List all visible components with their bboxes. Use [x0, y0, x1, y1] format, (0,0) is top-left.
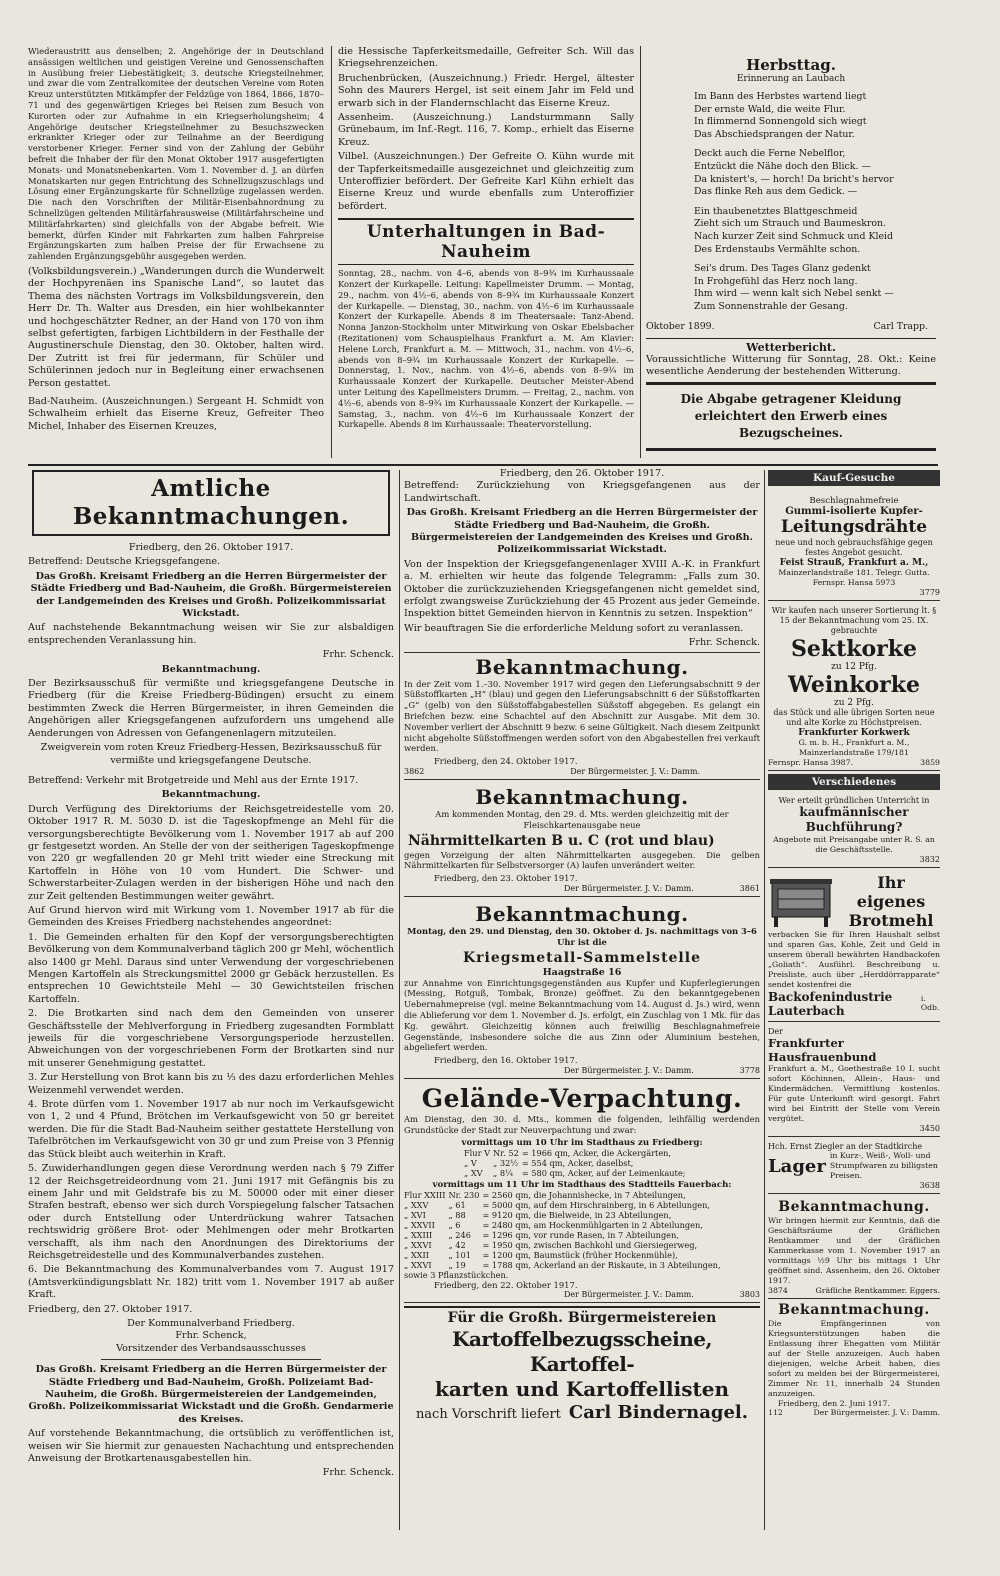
metal-collection-intro: Montag, den 29. und Dienstag, den 30. Oktober d. Js. nachmittags von 3–6 Uhr ist die: [407, 926, 757, 947]
land-lease-cell: „ 42: [448, 1239, 466, 1250]
bread-oven-text: verbacken Sie für Ihren Haushalt selbst und sparen Gas, Kohle, Zeit und Geld in unserem überall bewährten Handbackofen „Goliath“. Ausführl. Beschreibung u. Preisliste, auch über „Herddörrapparate“ sendet kostenfrei die: [768, 930, 940, 989]
bookkeeping-ad-text: Wer erteilt gründlichen Unterricht in: [778, 796, 930, 805]
land-lease-cell: „ XVI: [404, 1209, 426, 1220]
metal-collection-signature: Der Bürgermeister. J. V.: Damm.: [564, 1066, 694, 1076]
award-vilbel: Vilbel. (Auszeichnungen.) Der Gefreite O. Kühn wurde mit der Tapferkeitsmedaille ausgezeichnet und gleichzeitig zum Unteroffizier befördert. Der Gefreite Karl Kühn erhielt das Eiserne Kreuz und wurde ebenfalls zum Unteroffizier befördert.: [338, 151, 634, 212]
land-lease-cell: Flur XXIII: [404, 1189, 446, 1200]
ad-number: 3832: [919, 855, 940, 864]
ad-number: 3861: [739, 884, 760, 894]
notice-date: Friedberg, den 26. Oktober 1917.: [128, 542, 294, 553]
poem-stanza: [694, 91, 936, 141]
top-middle-column: [338, 46, 634, 464]
notice-heading: Bekanntmachung.: [161, 789, 261, 801]
land-lease-session-1: vormittags um 10 Uhr im Stadthaus zu Friedberg:: [461, 1137, 703, 1148]
notice-subject: Betreffend: Deutsche Kriegsgefangene.: [28, 556, 221, 568]
land-lease-row: [404, 1200, 724, 1210]
war-support-footer: [768, 1408, 940, 1417]
potato-forms-printer: Carl Bindernagel.: [568, 1402, 749, 1424]
notice-signature: Frhr. Schenck.: [322, 1467, 394, 1479]
land-lease-cell: „ 8¼: [493, 1167, 514, 1178]
ad-number: 3862: [404, 767, 425, 777]
poem-footer: [646, 321, 936, 332]
textile-store-firm: Hch. Ernst Ziegler an der Stadtkirche: [768, 1142, 923, 1151]
rentkammer-signature: Gräfliche Rentkammer. Eggers.: [815, 1286, 940, 1295]
weather-text: Voraussichtliche Witterung für Sonntag, 28. Okt.: Keine wesentliche Aenderung der bestehenden Witterung.: [646, 353, 936, 377]
poem-line: Da knistert's, — horch! Da bricht's hervor: [694, 173, 894, 185]
land-lease-table-1: [464, 1148, 688, 1178]
poem-line: Das Abschiedsprangen der Natur.: [694, 128, 855, 140]
poem-stanza: [694, 263, 936, 313]
rentkammer-notice: [768, 1197, 940, 1299]
poem-line: Das flinke Reh aus dem Gedick. —: [694, 186, 858, 198]
rentkammer-title: Bekanntmachung.: [778, 1199, 930, 1215]
notice-signature: Vorsitzender des Verbandsausschusses: [116, 1342, 306, 1354]
land-lease-row: [404, 1220, 724, 1230]
section-divider: [28, 464, 938, 466]
cork-purchase-ad: [768, 604, 940, 771]
clothing-banner-text: Die Abgabe getragener Kleidung erleichtert den Erwerb eines Bezugscheines.: [680, 392, 902, 441]
ads-column: [768, 470, 940, 1534]
ad-number: 3859: [920, 758, 940, 767]
column-rule: [640, 46, 641, 458]
award-bruchenbruecken: Bruchenbrücken, (Auszeichnung.) Friedr. Hergel, ältester Sohn des Maurers Hergel, ist seit einem Jahr im Feld und erwarb sich in der Flandernschlacht das Eiserne Kreuz.: [338, 72, 634, 109]
weather-title: Wetterbericht.: [746, 340, 836, 354]
official-notices-column: [28, 470, 394, 1532]
wire-purchase-ad: [768, 494, 940, 601]
poem-subtitle: Erinnerung an Laubach: [736, 74, 846, 84]
housewives-ad-line: Der: [768, 1027, 783, 1036]
notice-signature: Der Kommunalverband Friedberg.: [127, 1317, 295, 1329]
divider: [101, 1359, 321, 1360]
sweetener-notice: [404, 652, 760, 780]
land-lease-cell: „ XXVI: [404, 1259, 432, 1270]
land-lease-cell: „ XV: [464, 1167, 483, 1178]
notice-text: Der Bezirksausschuß für vermißte und kriegsgefangene Deutsche in Friedberg (für die Kreise Friedberg-Büdingen) ersucht zu einem bestimmten Zweck die Herren Bürgermeister, in ihren Gemeinden die Angehörigen aller Kriegsgefangenen aufzufordern uns umgehend alle Aenderungen von Adressen von Gefangenenlagern mitzuteilen.: [28, 678, 394, 739]
metal-collection-place: Haagstraße 16: [542, 966, 622, 978]
bread-oven-footer: [768, 990, 940, 1018]
miscellaneous-header: Verschiedenes: [768, 774, 940, 790]
notice-item: 4. Brote dürfen vom 1. November 1917 ab nur noch im Verkaufsgewicht von 1, 2 und 4 Pfund, Brötchen im Verkaufsgewicht von 50 gr bereitet werden. Die für die Stadt Bad-Nauheim seither gestattete Herstellung von Tafelbrötchen im Verkaufsgewicht von 30 gr und zum Preise von 3 Pfennig das Stück bleibt auch weiterhin in Kraft.: [28, 1099, 394, 1160]
potato-forms-text: nach Vorschrift liefert: [415, 1407, 561, 1423]
cork-ad-text: Wir kaufen nach unserer Sortierung lt. § 15 der Bekanntmachung vom 25. IX. gebrauchte: [771, 606, 937, 635]
land-lease-row: [464, 1168, 688, 1178]
textile-store-ad: [768, 1140, 940, 1194]
cork-ad-firm: Frankfurter Korkwerk: [798, 728, 910, 738]
ad-number: 112: [768, 1408, 783, 1417]
land-lease-cell: = 1200 qm, Baumstück (früher Hockenmühle),: [482, 1249, 678, 1260]
notice-text: Auf Grund hiervon wird mit Wirkung vom 1. November 1917 ab für die Gemeinden des Kreises Friedberg nachstehendes angeordnet:: [28, 904, 394, 929]
cork-ad-headline: Sektkorke: [790, 636, 918, 662]
top-right-column: [646, 46, 936, 464]
official-notices-header: [32, 470, 390, 536]
poem-line: Zum Sonnenstrahle der Gesang.: [694, 300, 848, 312]
notice-item: 6. Die Bekanntmachung des Kommunalverbandes vom 7. August 1917 (Amtsverkündigungsblatt Nr. 182) tritt vom 1. November 1917 ab außer Kraft.: [28, 1264, 394, 1301]
ad-number: 3778: [739, 1066, 760, 1076]
notice-signature: Frhr. Schenck,: [175, 1330, 247, 1342]
land-lease-cell: = 580 qm, Acker, auf der Leimenkaute;: [521, 1167, 686, 1178]
land-lease-cell: „ 19: [448, 1259, 466, 1270]
bookkeeping-ad-tail: Angebote mit Preisangabe unter R. S. an die Geschäftsstelle.: [773, 835, 935, 854]
land-lease-cell: = 5000 qm, auf dem Hirschrainberg, in 6 Abteilungen,: [482, 1199, 711, 1210]
poem-line: In flimmernd Sonnengold sich wiegt: [694, 116, 867, 128]
land-lease-cell: = 9120 qm, die Bielweide, in 23 Abteilungen,: [482, 1209, 672, 1220]
weather-block: [646, 338, 936, 379]
bread-oven-top: [768, 873, 940, 930]
purchase-wanted-header: Kauf-Gesuche: [768, 470, 940, 486]
notice-signature: Frhr. Schenck.: [688, 637, 760, 649]
land-lease-cell: „ 88: [448, 1209, 466, 1220]
potato-forms-line-1: Kartoffelbezugsscheine, Kartoffel-: [452, 1327, 712, 1377]
food-cards-title: Bekanntmachung.: [475, 785, 689, 810]
ad-number: 3779: [919, 588, 940, 597]
bread-oven-headline: Brotmehl: [848, 911, 934, 930]
notice-signature: Zweigverein vom roten Kreuz Friedberg-Hessen, Bezirksausschuß für vermißte und kriegsgefangene Deutsche.: [40, 742, 382, 766]
notice-item: 1. Die Gemeinden erhalten für den Kopf der versorgungsberechtigten Bevölkerung von dem Kommunalverband täglich 200 gr Mehl, wöchentlich also 1400 gr Mehl. Daraus sind unter Verwendung der vorgeschriebenen Mengen Kartoffeln als Streckungsmittel 2000 gr Gebäck herzustellen. Es entsprechen 10 Gewichtsteile Mehl — 30 Gewichtsteilen frischen Kartoffeln.: [28, 931, 394, 1005]
land-lease-table-2: [404, 1190, 724, 1270]
notice-heading: Bekanntmachung.: [161, 663, 261, 675]
textile-store-headline: Lager: [768, 1155, 826, 1177]
textile-store-text: in Kurz-, Weiß-, Woll- und Strumpfwaren zu billigsten Preisen.: [829, 1151, 938, 1180]
notice-text: Durch Verfügung des Direktoriums der Reichsgetreidestelle vom 20. Oktober 1917 R. M. 5030 D. ist die Tageskopfmenge an Mehl für die versorgungsberechtigte Bevölkerung vom 1. November 1917 ab auf 200 gr festgesetzt worden. An Stelle der von der seitherigen Tageskopfmenge von 220 gr wegfallenden 20 gr Mehl tritt wieder eine Streckung mit Kartoffeln in Höhe von 10 vom Hundert. Die Schwer- und Schwerstarbeiter-Zulagen werden in der bisherigen Höhe und nach den zur Zeit geltenden Bestimmungen weiter gewährt.: [28, 803, 394, 902]
poem-line: Ein thaubenetztes Blattgeschmeid: [694, 205, 858, 217]
poem-line: Im Bann des Herbstes wartend liegt: [694, 91, 867, 102]
land-lease-cell: = 1966 qm, Acker, die Ackergärten,: [521, 1147, 672, 1158]
land-lease-cell: = 1296 qm, vor runde Rasen, in 7 Abteilungen,: [482, 1229, 679, 1240]
poem-title: Herbsttag.: [746, 56, 836, 74]
housewives-ad-text: Frankfurt a. M., Goethestraße 10 I. sucht sofort Köchinnen, Allein-, Haus- und Kindermädchen. Vermittlung kostenlos. Für gute Unterkunft wird gesorgt. Fahrt wird bei Eintritt der Stelle vom Verein vergütet.: [768, 1064, 940, 1123]
wire-ad-line: Beschlagnahmefreie: [809, 496, 899, 506]
top-left-column: [28, 46, 324, 464]
metal-collection-date: Friedberg, den 16. Oktober 1917.: [434, 1055, 578, 1066]
land-lease-cell: Flur V: [464, 1147, 491, 1158]
bread-oven-place: i. Odb.: [920, 994, 940, 1012]
notice-text: Auf vorstehende Bekanntmachung, die ortsüblich zu veröffentlichen ist, weisen wir Sie hiermit zur genauesten Nachachtung und entsprechenden Anweisung der Brotkartenausgabestellen hin.: [28, 1428, 394, 1465]
sweetener-signature: Der Bürgermeister. J. V.: Damm.: [570, 767, 700, 777]
metal-collection-title: Bekanntmachung.: [475, 902, 689, 927]
notice-date: Friedberg, den 27. Oktober 1917.: [28, 1303, 193, 1315]
land-lease-date: Friedberg, den 22. Oktober 1917.: [434, 1279, 578, 1290]
poem-line: Nach kurzer Zeit sind Schmuck und Kleid: [694, 230, 894, 242]
land-lease-row: [464, 1148, 688, 1158]
land-lease-notice: [404, 1082, 760, 1303]
land-lease-cell: = 1950 qm, zwischen Bachkohl und Giersiegerweg,: [482, 1239, 698, 1250]
cork-ad-text: das Stück und alle übrigen Sorten neue und alte Korke zu Höchstpreisen.: [773, 708, 935, 727]
war-support-title: Bekanntmachung.: [778, 1302, 930, 1318]
land-lease-row: [404, 1250, 724, 1260]
notice-subject: Betreffend: Verkehr mit Brotgetreide und Mehl aus der Ernte 1917.: [28, 774, 359, 786]
war-support-text: Die Empfängerinnen von Kriegsunterstützungen haben die Entlassung ihrer Ehegatten vom Militär auf der Stelle anzuzeigen. Auch haben diejenigen, welche Arbeit haben, dies sofort zu melden bei der Bürgermeisterei, Zimmer Nr. 11, innerhalb 24 Stunden anzuzeigen.: [768, 1319, 940, 1398]
column-rule: [399, 470, 400, 1530]
wire-ad-firm: Feist Strauß, Frankfurt a. M.,: [779, 558, 929, 568]
bookkeeping-ad-headline: kaufmännischer Buchführung?: [799, 805, 909, 834]
sweetener-date: Friedberg, den 24. Oktober 1917.: [434, 756, 578, 767]
bookkeeping-ad: [768, 794, 940, 868]
column-rule: [764, 470, 765, 1530]
notice-item: 3. Zur Herstellung von Brot kann bis zu ⅓ des dazu erforderlichen Mehles Weizenmehl verwendet werden.: [28, 1072, 394, 1096]
land-lease-cell: „ XXIII: [404, 1229, 433, 1240]
award-assenheim: Assenheim. (Auszeichnung.) Landsturmmann Sally Grünebaum, im Inf.-Regt. 116, 7. Komp., erhielt das Eiserne Kreuz.: [338, 112, 634, 148]
wire-ad-headline: Leitungsdrähte: [780, 517, 928, 537]
land-lease-row: [404, 1240, 724, 1250]
land-lease-extra: sowie 3 Pflanzstückchen.: [404, 1269, 509, 1280]
notice-address: Das Großh. Kreisamt Friedberg an die Herren Bürgermeister der Städte Friedberg und Bad-Nauheim, die Großh. Bürgermeistereien der Landgemeinden des Kreises und Großh. Polizeikommissariat Wickstadt.: [30, 570, 392, 620]
poem-stanzas: [646, 91, 936, 314]
cork-ad-headline: Weinkorke: [787, 672, 920, 698]
poem-stanza: [694, 148, 936, 198]
land-lease-cell: „ 6: [448, 1219, 461, 1230]
ad-number: 3638: [919, 1181, 940, 1190]
food-cards-headline: Nährmittelkarten B u. C (rot und blau): [408, 832, 715, 849]
land-lease-signature: Der Bürgermeister. J. V.: Damm.: [564, 1290, 694, 1300]
entertainment-title: Unterhaltungen in Bad-Nauheim: [366, 222, 606, 263]
wire-ad-line: Gummi-isolierte Kupfer-: [785, 506, 923, 517]
sweetener-title: Bekanntmachung.: [475, 654, 689, 679]
poem-line: Des Erdenstaubs Vermählte schon.: [694, 243, 861, 255]
land-lease-cell: = 1788 qm, Ackerland an der Riskaute, in 3 Abteilungen,: [482, 1259, 721, 1270]
land-lease-cell: „ XXVI: [404, 1239, 432, 1250]
war-support-signature: Der Bürgermeister. J. V.: Damm.: [813, 1408, 940, 1417]
ad-number: 3450: [919, 1124, 940, 1133]
cork-ad-address: G. m. b. H., Frankfurt a. M., Mainzerlandstraße 179/181: [798, 738, 910, 757]
land-lease-cell: = 2480 qm, am Hockenmühlgarten in 2 Abteilungen,: [482, 1219, 703, 1230]
awards-article: Bad-Nauheim. (Auszeichnungen.) Sergeant H. Schmidt von Schwalheim erhielt das Eiserne Kreuz, Gefreiter Theo Michel, Inhaber des Eisernen Kreuzes,: [28, 396, 324, 432]
poem-author: Carl Trapp.: [873, 320, 928, 332]
land-lease-cell: Nr. 52: [493, 1147, 519, 1158]
official-notices-title: Amtliche Bekanntmachungen.: [72, 475, 350, 530]
land-lease-cell: = 2560 qm, die Johannishecke, in 7 Abteilungen,: [482, 1189, 686, 1200]
metal-collection-text: zur Annahme von Einrichtungsgegenständen aus Kupfer und Kupferlegierungen (Messing, Rotguß, Tombak, Bronze) geöffnet. Zu den bekanntgegebenen Uebernahmepreise (vgl. meine Bekanntmachung vom 14. August d. Js.) wird, wenn die Ablieferung vor dem 1. November d. Js. erfolgt, ein Zuschlag von 1 Mk. für das Kg. gewährt. Gleichzeitig können auch freiwillig Beschlagnahmefreie Gegenstände, insbesondere solche die aus Zinn oder Aluminium bestehen, abgeliefert werden.: [404, 977, 760, 1053]
poem-line: Deckt auch die Ferne Nebelflor,: [694, 148, 846, 160]
column-rule: [331, 46, 332, 458]
oven-illustration: [768, 873, 838, 929]
poem-line: Ihm wird — wenn kalt sich Nebel senkt —: [694, 288, 894, 300]
notice-text: Von der Inspektion der Kriegsgefangenenlager XVIII A.-K. in Frankfurt a. M. erhielten wir heute das folgende Telegramm: „Falls zum 30. Oktober die zurückzuziehenden Kriegsgefangenen nicht gemeldet sind, erfolgt zwangsweise Zurückziehung der 45 Prozent aus jeder Gemeinde. Inspektion bittet Gemeinden hiervon in Kenntnis zu setzen. Inspektion“: [404, 558, 760, 620]
land-lease-row: [404, 1210, 724, 1220]
land-lease-cell: „ V: [464, 1157, 477, 1168]
wire-ad-address: Mainzerlandstraße 181. Telegr. Gutta. Fernspr. Hansa 5973: [778, 568, 930, 587]
notice-text: Auf nachstehende Bekanntmachung weisen wir Sie zur alsbaldigen entsprechenden Veranlassung hin.: [28, 622, 394, 646]
bread-oven-ad: [768, 871, 940, 1022]
housewives-ad-firm: Frankfurter Hausfrauenbund: [768, 1036, 877, 1064]
middle-notices-column: [404, 468, 760, 1534]
poem-line: Der ernste Wald, die weite Flur.: [694, 103, 846, 115]
metal-collection-notice: [404, 900, 760, 1079]
notice-subject: Betreffend: Zurückziehung von Kriegsgefangenen aus der Landwirtschaft.: [404, 480, 760, 504]
potato-forms-head: Für die Großh. Bürgermeistereien: [447, 1310, 717, 1327]
food-cards-intro: Am kommenden Montag, den 29. d. Mts. werden gleichzeitig mit der Fleischkartenausgabe neue: [435, 809, 729, 830]
entertainment-program: Sonntag, 28., nachm. von 4–6, abends von 8–9¾ im Kurhaussaale Konzert der Kurkapelle. Leitung: Kapellmeister Drumm. — Montag, 29., nachm. von 4½–6, abends von 8–9¾ im Kurhaussaale Konzert der Kurkapelle. — Dienstag, 30., nachm. von 4½–6 im Kurhaussaale Konzert der Kurkapelle. Abends 8 im Theatersaale: Tanz-Abend. Nonna Janzon-Stockholm unter Mitwirkung von Oskar Ebelsbacher (Rezitationen) vom Schauspielhaus Frankfurt a. M. Am Klavier: Helene Lorch, Frankfurt a. M. — Mittwoch, 31., nachm. von 4½–6, abends von 8–9¾ im Kurhaussaale Konzert der Kurkapelle. — Donnerstag, 1. Nov., nachm. von 4½–6, abends von 8–9¾ im Kurhaussaale Konzert der Kurkapelle. Deutscher Meister-Abend unter Leitung des Kapellmeisters Drumm. — Freitag, 2., nachm. von 4½–6, abends von 8–9¾ im Kurhaussaale Konzert der Kurkapelle. — Samstag, 3., nachm. von 4½–6 im Kurhaussaale Konzert der Kurkapelle. Abends 8 im Kurhaussaale: Theatervorstellung.: [338, 268, 634, 430]
potato-forms-footer: [404, 1402, 760, 1423]
notice-item: 5. Zuwiderhandlungen gegen diese Verordnung werden nach § 79 Ziffer 12 der Reichsgetreideordnung vom 21. Juni 1917 mit Gefängnis bis zu einem Jahr und mit Geldstrafe bis zu M. 50000 oder mit einer dieser Strafen bestraft, ebenso wer sich durch Vorspiegelung falscher Tatsachen oder durch Entstellung oder Unterdrückung wahrer Tatsachen rechtswidrig größere Brot- oder Mehlmengen oder mehr Brotkarten verschafft, als ihm nach den Anordnungen des Direktoriums der Reichsgetreidestelle und des Kommunalverbandes zustehen.: [28, 1163, 394, 1261]
land-lease-cell: Nr. 230: [448, 1189, 480, 1200]
notice-address: Das Großh. Kreisamt Friedberg an die Herren Bürgermeister der Städte Friedberg und Bad-Nauheim, die Großh. Bürgermeistereien der Landgemeinden des Kreises und Großh. Polizeikommissariat Wickstadt.: [406, 507, 758, 556]
food-cards-text: gegen Vorzeigung der alten Nährmittelkarten ausgegeben. Die gelben Nährmittelkarten für Selbstversorger (A) laufen unverändert weiter.: [404, 849, 760, 871]
potato-forms-ad: [404, 1306, 760, 1423]
food-cards-date: Friedberg, den 23. Oktober 1917.: [434, 873, 578, 884]
land-lease-row: [404, 1260, 724, 1270]
notice-text: Wir beauftragen Sie die erforderliche Meldung sofort zu veranlassen.: [404, 622, 744, 634]
poem-line: Zieht sich um Strauch und Baumeskron.: [694, 218, 887, 230]
notice-date: Friedberg, den 26. Oktober 1917.: [499, 468, 665, 479]
cork-ad-price: zu 2 Pfg.: [834, 698, 874, 708]
cork-ad-phone: Fernspr. Hansa 3987.: [768, 758, 854, 767]
bread-oven-firm: Backofenindustrie Lauterbach: [768, 990, 893, 1018]
lecture-article: (Volksbildungsverein.) „Wanderungen durch die Wunderwelt der Hochpyrenäen ins Spanische Land“, so lautet das Thema des nächsten Vortrags im Volksbildungsverein, den Herr Dr. Th. Walter aus Dresden, ein hier wohlbekannter und hochgeschätzter Redner, an der Hand von 170 von ihm selbst gefertigten, farbigen Lichtbildern in der Festhalle der Augustinerschule Dienstag, den 30. Oktober, halten wird. Der Zutritt ist frei für jedermann, für Schüler und Schülerinnen jedoch nur in Begleitung einer erwachsenen Person gestattet.: [28, 265, 324, 389]
rentkammer-text: Wir bringen hiermit zur Kenntnis, daß die Geschäftsräume der Gräflichen Rentkammer und der Gräflichen Kammerkasse vom 1. November 1917 an vormittags ½9 Uhr bis mittags 1 Uhr geöffnet sind. Assenheim, den 26. Oktober 1917.: [768, 1216, 940, 1285]
war-support-date: Friedberg, den 2. Juni 1917.: [778, 1399, 891, 1408]
housewives-ad: [768, 1025, 940, 1137]
notice-item: 2. Die Brotkarten sind nach dem den Gemeinden von unserer Geschäftsstelle der Mehlverforgung in Friedberg zugesandten Formblatt jeweils für die vorgeschriebene Versorgungsperiode herzustellen. Abweichungen von der vorgeschriebenen Form der Brotkarten sind nur mit unserer Genehmigung gestattet.: [28, 1008, 394, 1069]
poem-stanza: [694, 206, 936, 256]
metal-collection-headline: Kriegsmetall-Sammelstelle: [463, 949, 701, 966]
wire-ad-text: neue und noch gebrauchsfähige gegen festes Angebot gesucht.: [775, 538, 933, 557]
land-lease-cell: = 554 qm, Acker, daselbst,: [521, 1157, 634, 1168]
sweetener-text: In der Zeit vom 1.–30. November 1917 wird gegen den Lieferungsabschnitt 9 der Süßstoffkarten „H“ (blau) und gegen den Lieferungsabschnitt 6 der Süßstoffkarten „G“ (gelb) von den Süßstoffabgabestellen Süßstoff abgegeben. Es gelangt ein Briefchen bezw. eine Schachtel auf den Abschnitt zur Ausgabe. Mit dem 30. November verliert der Abschnitt 9 bezw. 6 seine Gültigkeit. Nach diesem Zeitpunkt nicht abgeholte Süßstoffmengen werden sofort von den Abgabestellen frei verkauft werden.: [404, 678, 760, 754]
rentkammer-footer: [768, 1286, 940, 1295]
textile-store-row: [768, 1151, 940, 1181]
land-lease-cell: „ XXV: [404, 1199, 429, 1210]
land-lease-intro: Am Dienstag, den 30. d. Mts., kommen die folgenden, leihfällig werdenden Grundstücke der Stadt zur Neuverpachtung und zwar:: [404, 1114, 760, 1135]
cork-ad-price: zu 12 Pfg.: [831, 662, 877, 672]
ad-number: 3803: [739, 1290, 760, 1300]
notice-signature: Frhr. Schenck.: [322, 649, 394, 661]
land-lease-cell: „ 61: [448, 1199, 466, 1210]
land-lease-row: [464, 1158, 688, 1168]
clothing-banner: [646, 382, 936, 451]
metal-collection-footer: [404, 1066, 760, 1075]
sweetener-footer: [404, 767, 760, 776]
notice-address: Das Großh. Kreisamt Friedberg an die Herren Bürgermeister der Städte Friedberg und Bad-Nauheim, Großh. Polizeiamt Bad-Nauheim, die Großh. Bürgermeistereien der Landgemeinden, Großh. Polizeikommissariat Wickstadt und die Großh. Gendarmerie des Kreises.: [28, 1364, 394, 1425]
awards-continued: die Hessische Tapferkeitsmedaille, Gefreiter Sch. Will das Kriegsehrenzeichen.: [338, 46, 634, 70]
poem-line: Entzückt die Nähe doch den Blick. —: [694, 160, 871, 172]
food-cards-footer: [404, 884, 760, 893]
land-lease-cell: „ XXII: [404, 1249, 429, 1260]
war-support-notice: [768, 1302, 940, 1417]
cork-ad-footer: [768, 758, 940, 767]
food-cards-signature: Der Bürgermeister. J. V.: Damm.: [564, 884, 694, 894]
poem-date: Oktober 1899.: [646, 320, 715, 332]
land-lease-cell: „ 246: [448, 1229, 471, 1240]
poem-line: Sei's drum. Des Tages Glanz gedenkt: [694, 263, 871, 275]
food-cards-notice: [404, 783, 760, 897]
travel-fee-article: Wiederaustritt aus denselben; 2. Angehörige der in Deutschland ansässigen weltlichen und geistigen Vereine und Genossenschaften in Ausübung freier Liebestätigkeit; 3. deutsche Kriegsteilnehmer, und zwar die vom Zentralkomitee der deutschen Vereine vom Roten Kreuz unterstützten Mitkämpfer der Feldzüge von 1864, 1866, 1870–71 und des gegenwärtigen Krieges bei Reisen zum Besuch von Kurorten oder zur Aufnahme in ein Kriegserholungsheim; 4 Angehörige deutscher Kriegsteilnehmer zu Besuchszwecken erkrankter Krieger oder zur Teilnahme an der Beerdigung verstorbener Krieger. Ferner sind von der Zahlung der Gebühr befreit die Inhaber der für den Monat Oktober 1917 ausgefertigten Monats- und Monatsnebenkarten. Vom 1. November d. J. an dürfen Monatskarten nur gegen Entrichtung des Schnellzugszuschlags und Lösung einer Ergänzungskarte für Schnellzüge zugelassen werden. Die nach den Vorschriften der Militär-Eisenbahnordnung zu Schnellzügen geltenden Militärfahrausweise (Militärfahrscheine und Militärfahrkarten) sind gleichfalls von der Abgabe befreit. Wie bemerkt, dürfen Kinder mit Fahrkarten zum halben Fahrpreise Ergänzungskarten zum halben Preise der für Erwachsene zu zahlenden Ergänzungsgebühr ausgegeben werden.: [28, 46, 324, 262]
land-lease-cell: „ 101: [448, 1249, 471, 1260]
land-lease-row: [404, 1230, 724, 1240]
land-lease-cell: „ 32½: [493, 1157, 519, 1168]
potato-forms-line-2: karten und Kartoffellisten: [434, 1377, 729, 1402]
land-lease-footer: [404, 1290, 760, 1299]
entertainment-header: [338, 218, 634, 265]
land-lease-session-2: vormittags um 11 Uhr im Stadthaus des Stadtteils Fauerbach:: [432, 1179, 732, 1190]
bread-oven-headline: Ihr eigenes: [856, 873, 926, 911]
land-lease-row: [404, 1190, 724, 1200]
ad-number: 3874: [768, 1286, 788, 1295]
land-lease-title: Gelände-Verpachtung.: [421, 1084, 743, 1114]
poem-line: In Frohgefühl das Herz noch lang.: [694, 275, 858, 287]
land-lease-cell: „ XXVII: [404, 1219, 435, 1230]
